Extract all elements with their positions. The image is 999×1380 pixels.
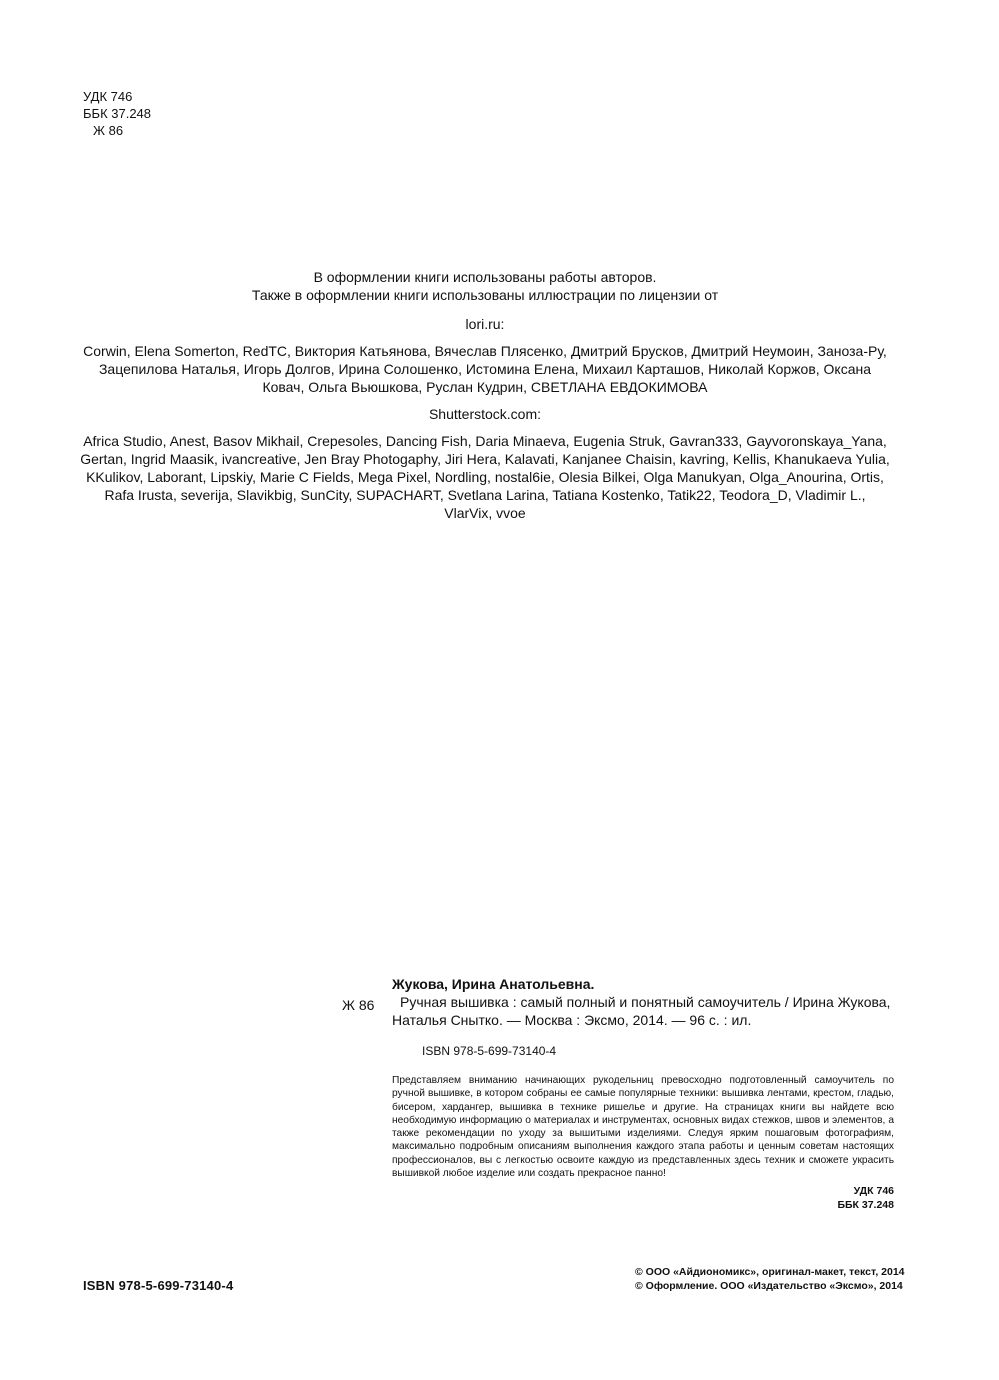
bbk-code: ББК 37.248: [83, 106, 152, 121]
classification-block: [83, 88, 151, 139]
author-sign-code: Ж 86: [93, 123, 124, 138]
catalog-bbk: ББК 37.248: [837, 1199, 894, 1212]
credits-intro-line2: Также в оформлении книги использованы иллюстрации по лицензии от: [251, 287, 719, 303]
udk-code: УДК 746: [83, 89, 133, 104]
credits-intro-line1: В оформлении книги использованы работы авторов.: [313, 269, 657, 285]
catalog-isbn: ISBN 978-5-699-73140-4: [422, 1044, 557, 1058]
shutterstock-authors: Africa Studio, Anest, Basov Mikhail, Crepesoles, Dancing Fish, Daria Minaeva, Eugenia Struk, Gavran333, Gayvoronskaya_Yana, Gertan, Ingrid Maasik, ivancreative, Jen Bray Photogaphy, Jiri Hera, Kalavati, Kanjanee Chaisin, kavring, Kellis, Khanukaeva Yulia, KKulikov, Laborant, Lipskiy, Marie C Fields, Mega Pixel, Nordling, nostal6ie, Olesia Bilkei, Olga Manukyan, Olga_Anourina, Ortis, Rafa Irusta, severija, Slavikbig, SunCity, SUPACHART, Svetlana Larina, Tatiana Kostenko, Tatik22, Teodora_D, Vladimir L., VlarVix, vvoe: [80, 433, 890, 521]
copyright-line1: © ООО «Айдиономикс», оригинал-макет, текст, 2014: [635, 1266, 905, 1278]
catalog-codes: [392, 1184, 894, 1212]
catalog-annotation: Представляем вниманию начинающих рукодельниц превосходно подготовленный самоучитель по ручной вышивке, в котором собраны ее самые популярные техники: вышивка лентами, крестом, гладью, бисером, хардангер, вышивка в технике ришелье и другие. На страницах книги вы найдете всю необходимую информацию о материалах и инструментах, основных видах стежков, швов и элементов, а также рекомендации по уходу за вышитыми изделиями. Следуя ярким пошаговым фотографиям, максимально подробным описаниям выполнения каждого этапа работы и ценным советам настоящих профессионалов, вы с легкостью освоите каждую из представленных здесь техник и сможете украсить вышивкой любое изделие или создать прекрасное панно!: [392, 1075, 894, 1180]
catalog-author: Жукова, Ирина Анатольевна.: [392, 976, 595, 992]
lori-heading: lori.ru:: [465, 316, 505, 332]
catalog-author-sign: Ж 86: [342, 997, 375, 1013]
catalog-card: [392, 975, 894, 1212]
copyright-block: [635, 1265, 905, 1293]
copyright-line2: © Оформление. ООО «Издательство «Эксмо», 2014: [635, 1280, 903, 1292]
catalog-description: Ручная вышивка : самый полный и понятный самоучитель / Ирина Жукова, Наталья Снытко. — Москва : Эксмо, 2014. — 96 с. : ил.: [392, 994, 891, 1028]
shutterstock-heading: Shutterstock.com:: [428, 406, 542, 422]
catalog-udk: УДК 746: [853, 1185, 894, 1198]
footer-isbn: ISBN 978-5-699-73140-4: [83, 1278, 234, 1293]
lori-authors: Corwin, Elena Somerton, RedTC, Виктория Катьянова, Вячеслав Плясенко, Дмитрий Брусков, Дмитрий Неумоин, Заноза-Ру, Зацепилова Наталья, Игорь Долгов, Ирина Солошенко, Истомина Елена, Михаил Карташов, Николай Коржов, Оксана Ковач, Ольга Вьюшкова, Руслан Кудрин, СВЕТЛАНА ЕВДОКИМОВА: [83, 343, 887, 395]
credits-intro: [80, 268, 890, 304]
